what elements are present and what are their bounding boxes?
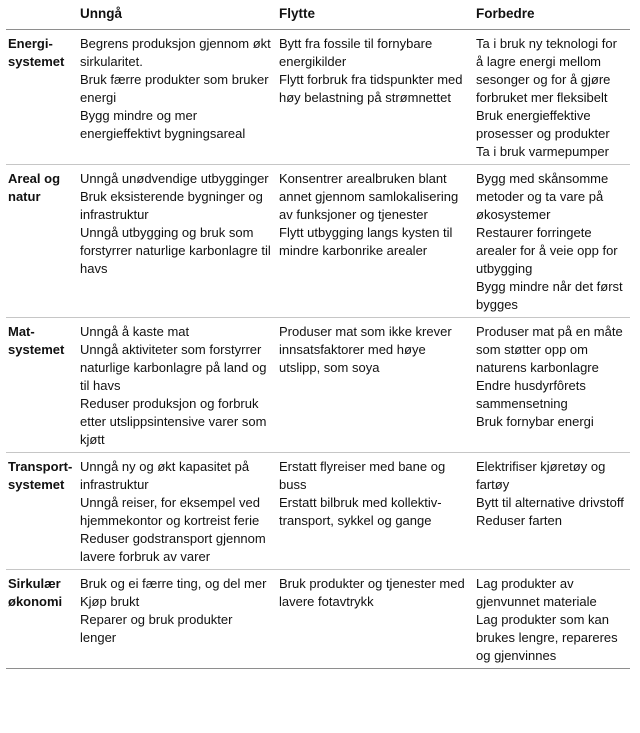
row-header-line: økonomi: [8, 594, 63, 609]
table-header-row: [6, 0, 630, 30]
row-header: [6, 165, 76, 318]
row-header-line: Areal og: [8, 171, 61, 186]
measure-item: Lag produkter som kan brukes lengre, repareres og gjenvinnes: [476, 612, 618, 663]
cell-forbedre: [472, 570, 630, 669]
measure-item: Elektrifiser kjøretøy og fartøy: [476, 459, 606, 492]
measure-item: Reduser godstransport gjennom lavere forbruk av varer: [80, 531, 266, 564]
row-header-line: systemet: [8, 477, 65, 492]
cell-unnga: [76, 318, 275, 453]
row-header: [6, 318, 76, 453]
measure-item: Unngå unødvendige utbygginger: [80, 171, 269, 186]
column-header-forbedre: Forbedre: [472, 0, 630, 30]
measure-item: Bygg mindre når det først bygges: [476, 279, 623, 312]
row-header: [6, 570, 76, 669]
measure-item: Bruk fornybar energi: [476, 414, 594, 429]
measure-item: Erstatt flyreiser med bane og buss: [279, 459, 446, 492]
measure-item: Bygg mindre og mer energieffektivt bygningsareal: [80, 108, 246, 141]
cell-forbedre: [472, 165, 630, 318]
measure-item: Bruk og ei færre ting, og del mer: [80, 576, 267, 591]
column-header-unnga: Unngå: [76, 0, 275, 30]
measure-item: Unngå utbygging og bruk som forstyrrer naturlige karbonlagre til havs: [80, 225, 271, 276]
column-header-flytte: Flytte: [275, 0, 472, 30]
measure-item: Bruk produkter og tjenester med lavere fotavtrykk: [279, 576, 465, 609]
measure-item: Bruk færre produkter som bruker energi: [80, 72, 269, 105]
measure-item: Reparer og bruk produkter lenger: [80, 612, 233, 645]
cell-unnga: [76, 165, 275, 318]
measure-item: Unngå reiser, for eksempel ved hjemmekontor og kortreist ferie: [80, 495, 260, 528]
measure-item: Reduser produksjon og forbruk etter utslippsintensive varer som kjøtt: [80, 396, 267, 447]
measure-item: Endre husdyrfôrets sammensetning: [476, 378, 586, 411]
column-header-empty: [6, 0, 76, 30]
table-row: [6, 318, 630, 453]
cell-flytte: [275, 453, 472, 570]
measure-item: Bytt til alternative drivstoff: [476, 495, 624, 510]
measure-item: Flytt utbygging langs kysten til mindre karbonrike arealer: [279, 225, 453, 258]
measure-item: Unngå å kaste mat: [80, 324, 190, 339]
row-header-line: systemet: [8, 54, 65, 69]
measure-item: Lag produkter av gjenvunnet materiale: [476, 576, 597, 609]
cell-unnga: [76, 453, 275, 570]
cell-flytte: [275, 570, 472, 669]
measure-item: Produser mat som ikke krever innsatsfaktorer med høye utslipp, som soya: [279, 324, 452, 375]
measure-item: Ta i bruk varmepumper: [476, 144, 609, 159]
cell-forbedre: [472, 30, 630, 165]
measure-item: Produser mat på en måte som støtter opp om naturens karbonlagre: [476, 324, 623, 375]
table-body: [6, 30, 630, 669]
cell-flytte: [275, 30, 472, 165]
table-row: [6, 165, 630, 318]
cell-flytte: [275, 165, 472, 318]
table-row: [6, 30, 630, 165]
measure-item: Flytt forbruk fra tidspunkter med høy belastning på strømnettet: [279, 72, 463, 105]
row-header-line: Sirkulær: [8, 576, 61, 591]
cell-flytte: [275, 318, 472, 453]
table-row: [6, 570, 630, 669]
measure-item: Unngå ny og økt kapasitet på infrastruktur: [80, 459, 250, 492]
measure-item: Bruk energieffektive prosesser og produkter: [476, 108, 610, 141]
row-header-line: Transport-: [8, 459, 73, 474]
cell-forbedre: [472, 318, 630, 453]
row-header-line: Energi-: [8, 36, 53, 51]
measure-item: Bruk eksisterende bygninger og infrastruktur: [80, 189, 263, 222]
measure-item: Restaurer forringete arealer for å veie opp for utbygging: [476, 225, 618, 276]
cell-unnga: [76, 570, 275, 669]
measure-item: Bygg med skånsomme metoder og ta vare på økosystemer: [476, 171, 609, 222]
row-header-line: natur: [8, 189, 41, 204]
measures-table: [6, 0, 630, 669]
cell-forbedre: [472, 453, 630, 570]
row-header-line: Mat-: [8, 324, 35, 339]
measure-item: Unngå aktiviteter som forstyrrer naturlige karbonlagre på land og til havs: [80, 342, 267, 393]
row-header: [6, 453, 76, 570]
row-header: [6, 30, 76, 165]
measure-item: Begrens produksjon gjennom økt sirkularitet.: [80, 36, 271, 69]
measure-item: Bytt fra fossile til fornybare energikilder: [279, 36, 433, 69]
measure-item: Konsentrer arealbruken blant annet gjennom samlokalisering av funksjoner og tjenester: [279, 171, 459, 222]
table-row: [6, 453, 630, 570]
row-header-line: systemet: [8, 342, 65, 357]
measure-item: Kjøp brukt: [80, 594, 140, 609]
cell-unnga: [76, 30, 275, 165]
measure-item: Ta i bruk ny teknologi for å lagre energi mellom sesonger og for å gjøre forbruket mer fleksibelt: [476, 36, 617, 105]
measure-item: Erstatt bilbruk med kollektiv-transport, sykkel og gange: [279, 495, 442, 528]
measure-item: Reduser farten: [476, 513, 562, 528]
